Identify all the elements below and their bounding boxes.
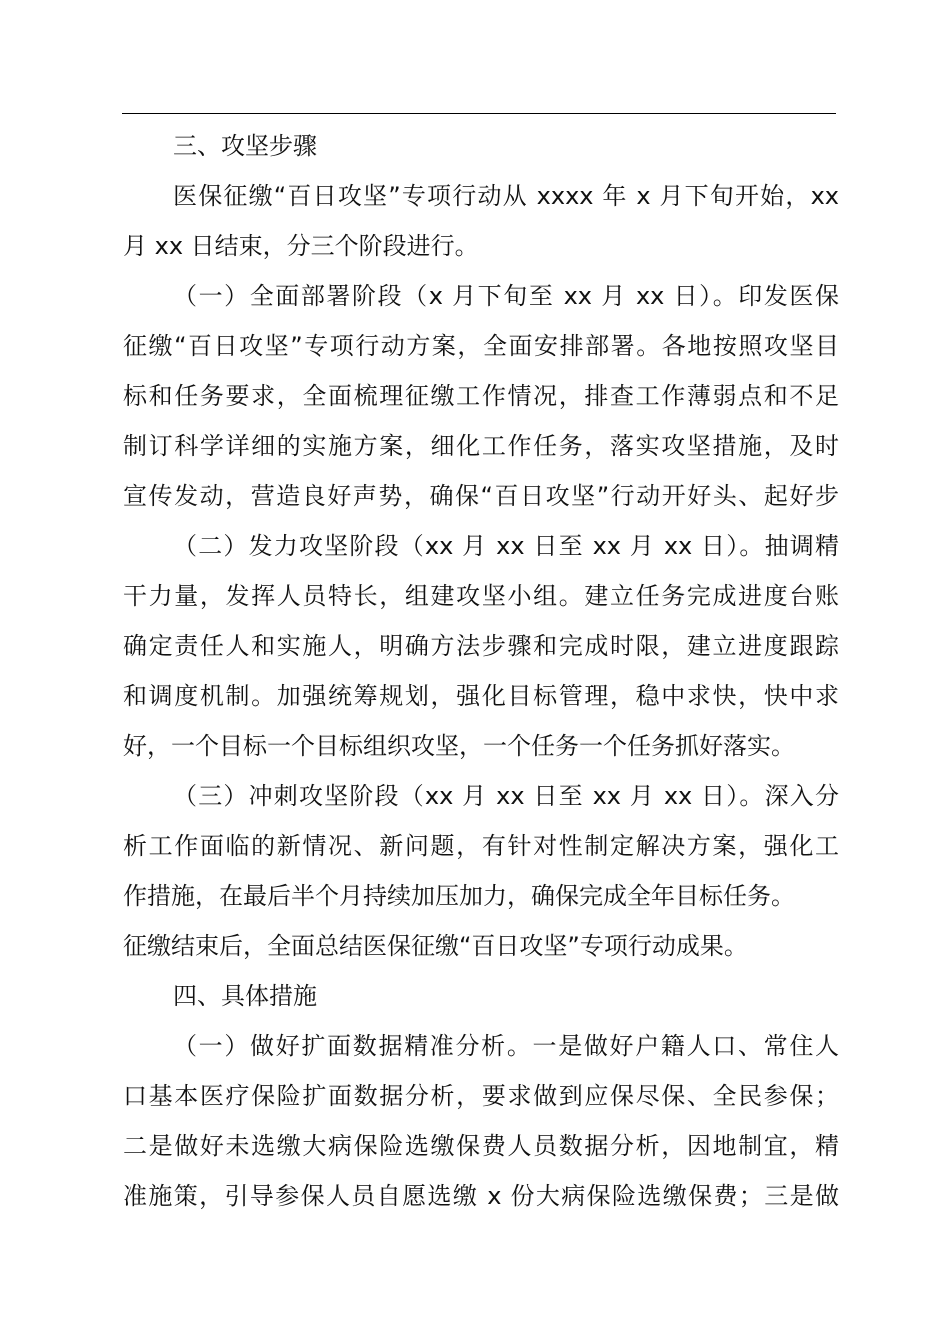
paragraph-line: （一）做好扩面数据精准分析。一是做好户籍人口、常住人 — [173, 1032, 839, 1060]
paragraph-line: 宣传发动，营造良好声势，确保“百日攻坚”行动开好头、起好步 — [123, 482, 839, 510]
paragraph-line: 医保征缴“百日攻坚”专项行动从 xxxx 年 x 月下旬开始，xx — [173, 182, 839, 210]
paragraph-line: 析工作面临的新情况、新问题，有针对性制定解决方案，强化工 — [123, 832, 839, 860]
paragraph-line: 确定责任人和实施人，明确方法步骤和完成时限，建立进度跟踪 — [123, 632, 839, 660]
paragraph-line: 月 xx 日结束，分三个阶段进行。 — [123, 232, 479, 260]
paragraph-line: 作措施，在最后半个月持续加压加力，确保完成全年目标任务。 — [123, 882, 795, 910]
paragraph-line: 好，一个目标一个目标组织攻坚，一个任务一个任务抓好落实。 — [123, 732, 795, 760]
paragraph-line: 征缴“百日攻坚”专项行动方案，全面安排部署。各地按照攻坚目 — [123, 332, 839, 360]
paragraph-line: 和调度机制。加强统筹规划，强化目标管理，稳中求快，快中求 — [123, 682, 839, 710]
paragraph-line: 口基本医疗保险扩面数据分析，要求做到应保尽保、全民参保； — [123, 1082, 839, 1110]
paragraph-line: （三）冲刺攻坚阶段（xx 月 xx 日至 xx 月 xx 日）。深入分 — [173, 782, 839, 810]
section-heading: 四、具体措施 — [173, 982, 317, 1010]
paragraph-line: 征缴结束后，全面总结医保征缴“百日攻坚”专项行动成果。 — [123, 932, 748, 960]
paragraph-line: （二）发力攻坚阶段（xx 月 xx 日至 xx 月 xx 日）。抽调精 — [173, 532, 839, 560]
document-body — [123, 121, 839, 1221]
paragraph-line: 干力量，发挥人员特长，组建攻坚小组。建立任务完成进度台账 — [123, 582, 839, 610]
paragraph-line: 准施策，引导参保人员自愿选缴 x 份大病保险选缴保费；三是做 — [123, 1182, 839, 1210]
paragraph-line: 制订科学详细的实施方案，细化工作任务，落实攻坚措施，及时 — [123, 432, 839, 460]
header-rule — [122, 113, 836, 114]
section-heading: 三、攻坚步骤 — [173, 132, 317, 160]
paragraph-line: 二是做好未选缴大病保险选缴保费人员数据分析，因地制宜，精 — [123, 1132, 839, 1160]
paragraph-line: 标和任务要求，全面梳理征缴工作情况，排查工作薄弱点和不足 — [123, 382, 839, 410]
paragraph-line: （一）全面部署阶段（x 月下旬至 xx 月 xx 日）。印发医保 — [173, 282, 839, 310]
